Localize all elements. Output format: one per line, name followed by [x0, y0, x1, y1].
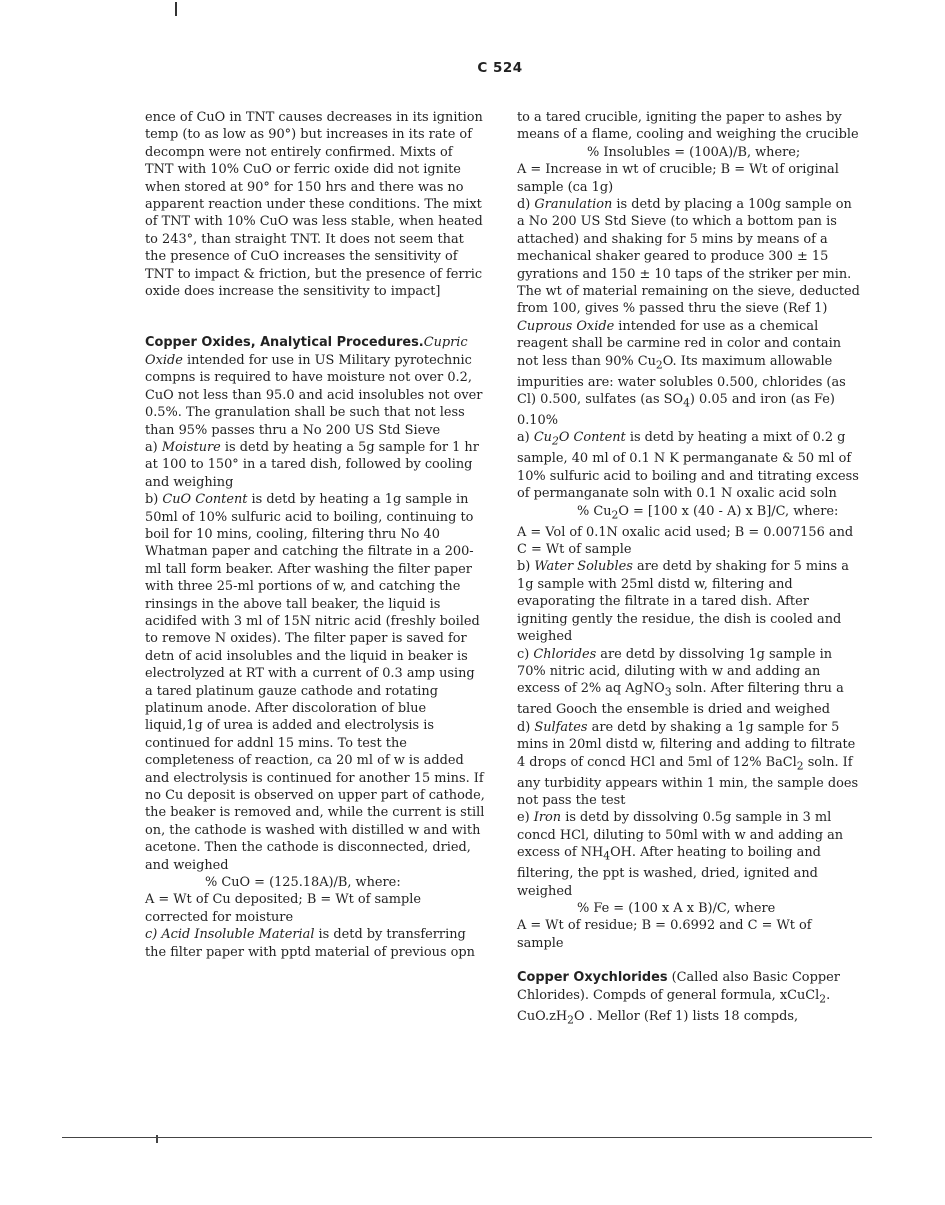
- item-text: is detd by heating a mixt of 0.2 g sample, 40 ml of 0.1 N K permanganate & 50 ml of 10% sulfuric acid to boiling and and titrating excess of permanganate soln with 0.1 N oxalic acid soln: [517, 430, 859, 502]
- cu2o-formula: [517, 503, 862, 524]
- item-text: soln. After filtering thru a tared Gooch the ensemble is dried and weighed: [517, 681, 844, 718]
- fe-formula: % Fe = (100 x A x B)/C, where: [577, 900, 776, 916]
- item-title: O Content: [558, 430, 626, 446]
- item-label: e): [517, 810, 534, 826]
- cu2o-content-paragraph: [517, 429, 862, 502]
- cu2o-formula-where: A = Vol of 0.1N oxalic acid used; B = 0.007156 and C = Wt of sample: [517, 524, 854, 558]
- fe-formula-where: A = Wt of residue; B = 0.6992 and C = Wt of sample: [517, 918, 812, 951]
- margin-tick-mark: [175, 2, 177, 16]
- item-text: O . Mellor (Ref 1) lists 18 compds,: [573, 1008, 799, 1024]
- item-text: (Called also Basic Copper Chlorides). Compds of general formula, xCuCl: [517, 970, 840, 1003]
- sulfates-paragraph: [517, 719, 862, 810]
- oxychlorides-paragraph: [517, 969, 862, 1028]
- item-text: is detd by dissolving 0.5g sample in 3 ml concd HCl, diluting to 50ml with w and adding an excess of NH: [517, 810, 844, 861]
- item-label: d): [517, 719, 535, 735]
- item-text: O. Its maximum allowable impurities are: water solubles 0.500, chlorides (as Cl) 0.500, sulfates (as SO: [517, 353, 846, 408]
- item-title: Iron: [533, 810, 562, 826]
- page-number: C 524: [477, 60, 523, 76]
- subscript: 2: [551, 435, 559, 449]
- item-text: . CuO.zH: [517, 987, 831, 1024]
- item-text: are detd by shaking for 5 mins a 1g sample with 25ml distd w, filtering and evaporating the filtrate in a tared dish. After igniting gently the residue, the dish is cooled and weighed: [517, 559, 849, 645]
- item-text: intended for use as a chemical reagent shall be carmine red in color and contain not less than 90% Cu: [517, 318, 841, 369]
- item-label: c): [517, 646, 534, 662]
- item-text: is detd by heating a 1g sample in 50ml of 10% sulfuric acid to boiling, continuing to boil for 10 mins, cooling, filtering thru No 40 Whatman paper and catching the filtrate in a 200-ml tall form beaker. After washing the filter paper with three 25-ml portions of w, and catching the rinsings in the above tall beaker, the liquid is acidifed with 3 ml of 15N nitric acid (freshly boiled to remove N oxides). The filter paper is saved for detn of acid insolubles and the liquid in beaker is electrolyzed at RT with a current of 0.3 amp using a tared platinum gauze cathode and rotating platinum anode. After discoloration of blue liquid,1g of urea is added and electrolysis is continued for addnl 15 mins. To test the completeness of reaction, ca 20 ml of w is added and electrolysis is continued for another 15 mins. If no Cu deposit is observed on upper part of cathode, the beaker is removed and, while the current is still on, the cathode is washed with distilled w and with acetone. Then the cathode is disconnected, dried, and weighed: [145, 492, 485, 873]
- cuo-formula: % CuO = (125.18A)/B, where:: [205, 875, 401, 891]
- item-text: are detd by shaking a 1g sample for 5 mins in 20ml distd w, filtering and adding to filtrate 4 drops of concd HCl and 5ml of 12% BaCl: [517, 719, 856, 770]
- subscript: 2: [655, 358, 663, 372]
- item-text: soln. If any turbidity appears within 1 min, the sample does not pass the test: [517, 754, 859, 808]
- subscript: 2: [611, 508, 619, 522]
- item-title: Acid Insoluble Material: [161, 927, 315, 943]
- iron-paragraph: [517, 809, 862, 900]
- item-title: CuO Content: [162, 492, 248, 508]
- section-lead-italic: Cupric Oxide: [145, 335, 468, 368]
- cuprous-oxide-paragraph: [517, 318, 862, 430]
- item-title: Water Solubles: [534, 559, 633, 575]
- formula-text: O = [100 x (40 - A) x B]/C, where:: [618, 503, 839, 519]
- chlorides-paragraph: [517, 646, 862, 719]
- acid-insoluble-paragraph: [145, 926, 485, 961]
- item-label: c): [145, 927, 162, 943]
- granulation-paragraph: [517, 196, 862, 318]
- item-label: b): [145, 492, 163, 508]
- section-heading: Copper Oxychlorides: [517, 970, 668, 986]
- item-text: is detd by transferring the filter paper with pptd material of previous opn: [145, 927, 475, 960]
- item-label: d): [517, 197, 535, 213]
- item-text: OH. After heating to boiling and filtering, the ppt is washed, dried, ignited and weighed: [517, 845, 821, 899]
- intro-paragraph: ence of CuO in TNT causes decreases in its ignition temp (to as low as 90°) but increases in its rate of decompn were not entirely confirmed. Mixts of TNT with 10% CuO or ferric oxide did not ignite when stored at 90° for 150 hrs and there was no apparent reaction under these conditions. The mixt of TNT with 10% CuO was less stable, when heated to 243°, than straight TNT. It does not seem that the presence of CuO increases the sensitivity of TNT to impact & friction, but the presence of ferric oxide does increase the sensitivity to impact]: [145, 110, 483, 300]
- section-heading: Copper Oxides, Analytical Procedures.: [145, 335, 424, 351]
- insolubles-formula-where: A = Increase in wt of crucible; B = Wt of original sample (ca 1g): [517, 162, 839, 195]
- cuo-content-paragraph: [145, 491, 485, 874]
- section-lead-text: intended for use in US Military pyrotechnic compns is required to have moisture not over 0.2, CuO not less than 95.0 and acid insolubles not over 0.5%. The granulation shall be such that not less than 95% passes thru a No 200 US Std Sieve: [145, 352, 483, 438]
- subscript: 2: [819, 992, 827, 1006]
- moisture-paragraph: [145, 439, 485, 491]
- subscript: 3: [664, 685, 672, 699]
- item-title: Granulation: [534, 197, 613, 213]
- subscript: 2: [567, 1013, 574, 1027]
- item-label: a): [145, 439, 162, 455]
- left-column: [145, 109, 485, 961]
- water-solubles-paragraph: [517, 558, 862, 645]
- item-title: Cu: [533, 430, 552, 446]
- item-title: Chlorides: [533, 646, 597, 662]
- item-title: Cuprous Oxide: [517, 318, 615, 334]
- item-label: b): [517, 559, 535, 575]
- subscript: 2: [796, 759, 804, 773]
- subscript: 4: [603, 849, 611, 863]
- item-text: is detd by placing a 100g sample on a No 200 US Std Sieve (to which a bottom pan is attached) and shaking for 5 mins by means of a mechanical shaker geared to produce 300 ± 15 gyrations and 150 ± 10 taps of the striker per min. The wt of material remaining on the sieve, deducted from 100, gives % passed thru the sieve (Ref 1): [517, 197, 860, 317]
- acid-insoluble-continued: to a tared crucible, igniting the paper to ashes by means of a flame, cooling and weighing the crucible: [517, 110, 859, 143]
- right-column: [517, 109, 862, 1029]
- item-text: is detd by heating a 5g sample for 1 hr at 100 to 150° in a tared dish, followed by cooling and weighing: [145, 439, 479, 490]
- item-title: Sulfates: [534, 719, 588, 735]
- footer-rule: [62, 1137, 872, 1138]
- cuo-formula-where: A = Wt of Cu deposited; B = Wt of sample corrected for moisture: [145, 892, 422, 925]
- item-title: Moisture: [161, 439, 221, 455]
- section-copper-oxides: [145, 334, 485, 438]
- footer-rule-tick: [156, 1135, 158, 1143]
- item-label: a): [517, 430, 534, 446]
- formula-text: % Cu: [577, 503, 612, 519]
- insolubles-formula: % Insolubles = (100A)/B, where;: [587, 144, 801, 160]
- item-text: are detd by dissolving 1g sample in 70% nitric acid, diluting with w and adding an excess of 2% aq AgNO: [517, 646, 833, 697]
- subscript: 4: [683, 396, 690, 410]
- item-text: ) 0.05 and iron (as Fe) 0.10%: [517, 392, 835, 429]
